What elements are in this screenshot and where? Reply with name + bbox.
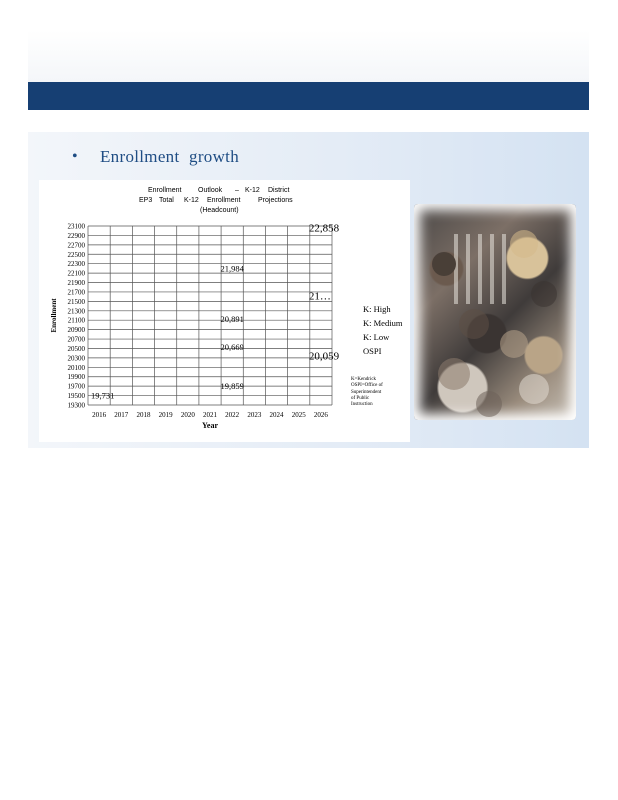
chart-title-word: K-12	[184, 197, 199, 204]
crowd-photo-graphic	[414, 204, 576, 420]
bullet-symbol: •	[72, 148, 78, 165]
y-axis-label: Enrollment	[50, 298, 58, 333]
footnote-line: Superintendent	[351, 389, 382, 395]
y-tick-label: 19300	[67, 401, 85, 410]
y-tick-label: 19900	[67, 373, 85, 382]
x-tick-label: 2017	[114, 411, 129, 419]
x-tick-label: 2024	[269, 411, 284, 419]
y-tick-label: 21300	[67, 307, 85, 316]
y-tick-label: 19700	[67, 382, 85, 391]
bullet-text: Enrollment growth	[100, 147, 239, 166]
footnote-line: OSPI=Office of	[351, 383, 383, 389]
footnote-line: Instruction	[351, 402, 373, 408]
footnote-line: of Public	[351, 395, 370, 401]
legend-item-k-low: K: Low	[363, 332, 390, 342]
data-label: 22,858	[308, 222, 340, 235]
legend-item-ospi: OSPI	[363, 346, 382, 356]
header-fade	[28, 30, 589, 82]
chart-title-word: K-12	[245, 187, 260, 194]
data-label: 19,731	[91, 390, 115, 401]
content-top-band	[28, 110, 589, 132]
crowd-photo	[414, 204, 576, 420]
chart-title-word: (Headcount)	[200, 207, 239, 214]
y-tick-label: 22900	[67, 231, 85, 240]
legend-item-k-medium: K: Medium	[363, 318, 403, 328]
chart-title-word: District	[268, 187, 290, 194]
x-tick-label: 2020	[180, 411, 195, 419]
chart-title-word: Projections	[258, 197, 293, 204]
x-tick-label: 2019	[158, 411, 173, 419]
chart-footnote	[351, 377, 411, 408]
data-label: 19,859	[220, 381, 244, 392]
y-tick-label: 21700	[67, 288, 85, 297]
y-tick-label: 21100	[67, 316, 85, 325]
y-tick-label: 20100	[67, 363, 85, 372]
y-tick-label: 22300	[67, 260, 85, 269]
y-tick-label: 20300	[67, 354, 85, 363]
y-tick-label: 20500	[67, 344, 85, 353]
x-tick-label: 2018	[136, 411, 151, 419]
y-tick-label: 19500	[67, 392, 85, 401]
x-tick-label: 2021	[203, 411, 217, 419]
y-tick-label: 23100	[67, 222, 85, 231]
chart-title-word: –	[235, 187, 239, 194]
chart-title-word: EP3	[139, 197, 153, 204]
data-label: 20,059	[308, 350, 340, 363]
y-tick-label: 22700	[67, 241, 85, 250]
legend-item-k-high: K: High	[363, 304, 391, 314]
x-tick-label: 2023	[247, 411, 262, 419]
y-tick-label: 20900	[67, 326, 85, 335]
chart-title-word: Enrollment	[207, 197, 241, 204]
y-tick-label: 21900	[67, 279, 85, 288]
y-tick-label: 22500	[67, 250, 85, 259]
data-label: 20,669	[220, 342, 244, 353]
x-axis-label: Year	[202, 421, 218, 430]
x-tick-label: 2016	[92, 411, 107, 419]
footnote-line: K=Kendrick	[351, 377, 377, 382]
x-tick-label: 2022	[225, 411, 240, 419]
slide-title-bar	[28, 82, 589, 110]
x-tick-label: 2026	[313, 411, 328, 419]
y-tick-label: 20700	[67, 335, 85, 344]
y-tick-label: 22100	[67, 269, 85, 278]
data-label: 20,891	[220, 313, 244, 324]
data-label: 21…	[308, 290, 331, 303]
x-tick-label: 2025	[291, 411, 306, 419]
chart-title-word: Total	[159, 197, 174, 204]
data-label: 21,984	[220, 263, 244, 274]
chart-title-word: Enrollment	[148, 187, 182, 194]
chart-title-word: Outlook	[198, 187, 223, 194]
y-tick-label: 21500	[67, 297, 85, 306]
